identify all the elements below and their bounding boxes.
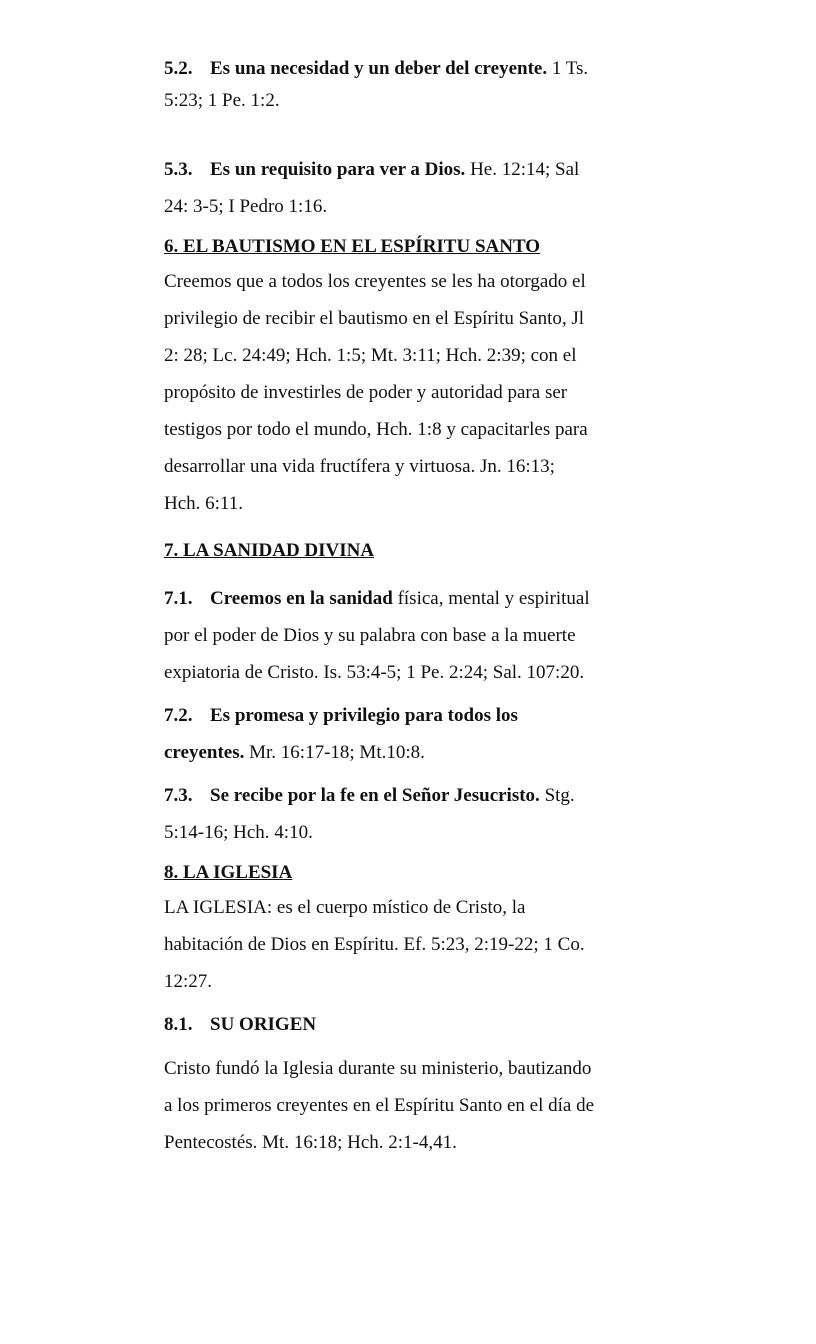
section-6-line-1: Creemos que a todos los creyentes se les ha otorgado el [164, 271, 586, 292]
section-8-1-title: SU ORIGEN [210, 1014, 317, 1035]
section-7-1-rest: física, mental y espiritual [392, 588, 590, 609]
section-7-1-line-2: por el poder de Dios y su palabra con base a la muerte [164, 625, 576, 646]
section-5-2-title: Es una necesidad y un deber del creyente. [210, 58, 548, 79]
section-6-line-2: privilegio de recibir el bautismo en el Espíritu Santo, Jl [164, 308, 585, 329]
section-5-3-title: Es un requisito para ver a Dios. [210, 159, 466, 180]
section-7-2-line-1 [164, 697, 664, 734]
section-7-2-line-2 [164, 734, 664, 771]
section-7-3-ref-1: Stg. [539, 785, 575, 806]
section-8-heading: 8. LA IGLESIA [164, 862, 293, 883]
section-8-line-2: habitación de Dios en Espíritu. Ef. 5:23, 2:19-22; 1 Co. [164, 934, 585, 955]
section-7-2-number: 7.2. [164, 705, 193, 726]
section-5-2-line-1 [164, 53, 664, 85]
section-7-2 [164, 697, 664, 771]
section-5-2-ref-1: 1 Ts. [547, 58, 589, 79]
section-7-3-ref-2: 5:14-16; Hch. 4:10. [164, 822, 313, 843]
section-5-3-number: 5.3. [164, 159, 193, 180]
section-7-3-title: Se recibe por la fe en el Señor Jesucristo. [210, 785, 540, 806]
section-5-3-ref-2: 24: 3-5; I Pedro 1:16. [164, 196, 328, 217]
section-8-line-3: 12:27. [164, 971, 213, 992]
section-7-1-line-3: expiatoria de Cristo. Is. 53:4-5; 1 Pe. 2:24; Sal. 107:20. [164, 662, 585, 683]
section-7-1-title: Creemos en la sanidad [210, 588, 393, 609]
section-7-3 [164, 777, 664, 851]
section-6-line-6: desarrollar una vida fructífera y virtuosa. Jn. 16:13; [164, 456, 555, 477]
section-5-3 [164, 151, 664, 225]
section-5-2-number: 5.2. [164, 58, 193, 79]
section-7-2-title-2: creyentes. [164, 742, 245, 763]
section-6-line-5: testigos por todo el mundo, Hch. 1:8 y capacitarles para [164, 419, 588, 440]
section-5-3-line-1 [164, 151, 664, 188]
section-6-line-4: propósito de investirles de poder y autoridad para ser [164, 382, 568, 403]
section-7-3-number: 7.3. [164, 785, 193, 806]
section-7-2-title-1: Es promesa y privilegio para todos los [210, 705, 518, 726]
section-6-heading: 6. EL BAUTISMO EN EL ESPÍRITU SANTO [164, 236, 541, 257]
section-7-2-ref: Mr. 16:17-18; Mt.10:8. [244, 742, 425, 763]
section-6-line-7: Hch. 6:11. [164, 493, 243, 514]
section-5-2 [164, 53, 664, 117]
section-6-line-3: 2: 28; Lc. 24:49; Hch. 1:5; Mt. 3:11; Hch. 2:39; con el [164, 345, 577, 366]
section-7-3-line-1 [164, 777, 664, 814]
section-7-1 [164, 580, 664, 691]
section-7-1-number: 7.1. [164, 588, 193, 609]
section-5-2-ref-2: 5:23; 1 Pe. 1:2. [164, 90, 280, 111]
section-8 [164, 857, 664, 1000]
section-8-1-line-4: Pentecostés. Mt. 16:18; Hch. 2:1-4,41. [164, 1132, 457, 1153]
section-8-1 [164, 1006, 664, 1161]
section-8-1-line-2: Cristo fundó la Iglesia durante su ministerio, bautizando [164, 1058, 592, 1079]
section-5-3-ref-1: He. 12:14; Sal [465, 159, 580, 180]
section-8-1-number: 8.1. [164, 1014, 193, 1035]
section-8-1-line-1 [164, 1006, 664, 1044]
section-6 [164, 231, 664, 522]
section-7-heading: 7. LA SANIDAD DIVINA [164, 540, 375, 561]
document-page [164, 56, 664, 1161]
section-7-1-line-1 [164, 580, 664, 617]
section-8-1-line-3: a los primeros creyentes en el Espíritu Santo en el día de [164, 1095, 595, 1116]
section-8-line-1: LA IGLESIA: es el cuerpo místico de Cristo, la [164, 897, 526, 918]
